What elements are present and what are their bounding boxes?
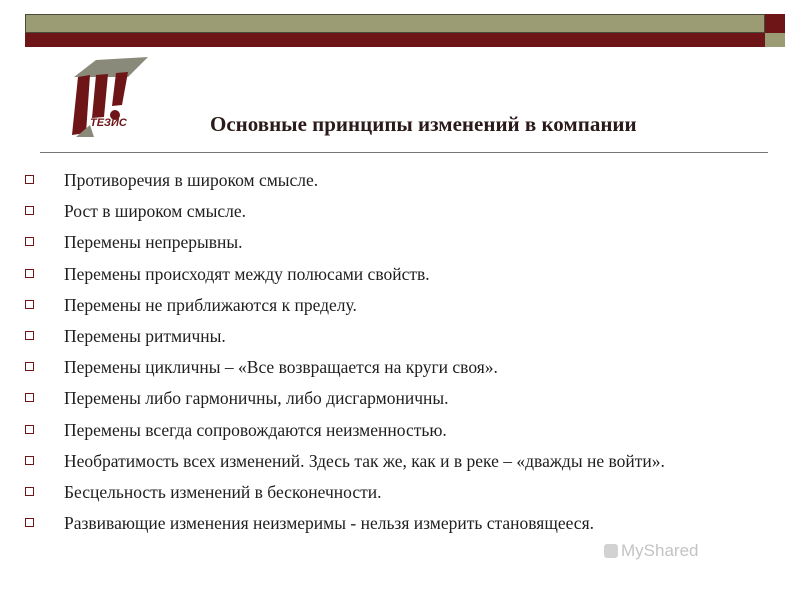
hollow-square-bullet-icon	[25, 300, 34, 309]
hollow-square-bullet-icon	[25, 237, 34, 246]
list-item-text: Бесцельность изменений в бесконечности.	[64, 481, 382, 502]
list-item	[0, 261, 800, 287]
hollow-square-bullet-icon	[25, 175, 34, 184]
list-item	[0, 229, 800, 255]
list-item-text: Перемены либо гармоничны, либо дисгармоничны.	[64, 388, 449, 409]
corner-block-top	[765, 14, 785, 33]
list-item	[0, 479, 800, 505]
list-item-text: Перемены непрерывны.	[64, 232, 243, 253]
hollow-square-bullet-icon	[25, 518, 34, 527]
principles-list	[0, 167, 800, 541]
list-item-text: Перемены цикличны – «Все возвращается на круги своя».	[64, 357, 498, 378]
list-item	[0, 417, 800, 443]
logo-text: ТЕЗИС	[90, 117, 127, 129]
hollow-square-bullet-icon	[25, 331, 34, 340]
watermark-icon	[604, 544, 618, 558]
hollow-square-bullet-icon	[25, 269, 34, 278]
list-item	[0, 292, 800, 318]
list-item-text: Перемены не приближаются к пределу.	[64, 294, 357, 315]
title-divider	[40, 152, 768, 153]
hollow-square-bullet-icon	[25, 456, 34, 465]
list-item	[0, 354, 800, 380]
list-item-text: Рост в широком смысле.	[64, 201, 246, 222]
hollow-square-bullet-icon	[25, 206, 34, 215]
watermark	[604, 541, 698, 561]
maroon-stripe	[25, 33, 765, 47]
olive-stripe	[25, 14, 765, 33]
list-item	[0, 510, 800, 536]
list-item	[0, 448, 800, 474]
hollow-square-bullet-icon	[25, 393, 34, 402]
top-decorative-bar	[25, 14, 785, 47]
list-item-text: Перемены происходят между полюсами свойств.	[64, 263, 430, 284]
list-item-text: Необратимость всех изменений. Здесь так же, как и в реке – «дважды не войти».	[64, 450, 665, 471]
corner-block-bottom	[765, 33, 785, 47]
list-item	[0, 167, 800, 193]
hollow-square-bullet-icon	[25, 487, 34, 496]
list-item	[0, 385, 800, 411]
list-item	[0, 323, 800, 349]
list-item-text: Противоречия в широком смысле.	[64, 170, 319, 190]
hollow-square-bullet-icon	[25, 362, 34, 371]
list-item	[0, 198, 800, 224]
list-item-text: Перемены ритмичны.	[64, 325, 226, 346]
watermark-text: MyShared	[621, 541, 699, 560]
slide-title: Основные принципы изменений в компании	[210, 112, 637, 136]
hollow-square-bullet-icon	[25, 425, 34, 434]
list-item-text: Перемены всегда сопровождаются неизменностью.	[64, 419, 447, 440]
list-item-text: Развивающие изменения неизмеримы - нельзя измерить становящееся.	[64, 513, 594, 534]
